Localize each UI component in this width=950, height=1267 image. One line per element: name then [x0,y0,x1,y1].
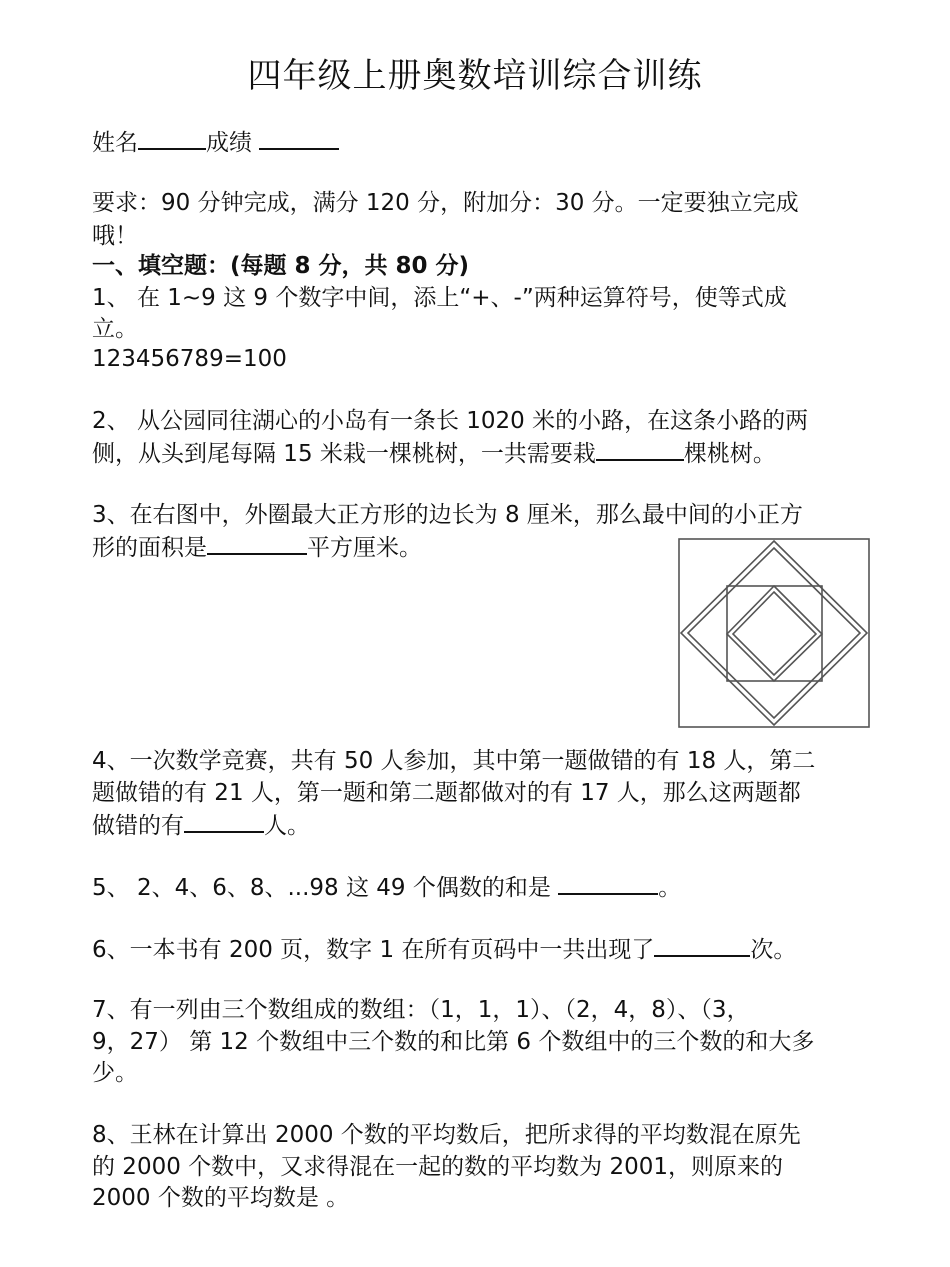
q6-text-pre: 6、一本书有 200 页，数字 1 在所有页码中一共出现了 [92,937,655,963]
q2-text-pre: 侧，从头到尾每隔 15 米栽一棵桃树，一共需要栽 [92,441,596,467]
q3-line-1: 3、在右图中，外圈最大正方形的边长为 8 厘米，那么最中间的小正方 [92,502,803,528]
q2-line-2 [92,437,776,471]
q4-line-1: 4、一次数学竞赛，共有 50 人参加，其中第一题做错的有 18 人，第二 [92,748,816,774]
q3-answer-blank[interactable] [207,531,307,555]
inner-diamond [727,586,822,681]
q8-line-3: 2000 个数的平均数是 。 [92,1185,350,1211]
q8-line-2: 的 2000 个数中，又求得混在一起的数的平均数为 2001，则原来的 [92,1154,783,1180]
q2-answer-blank[interactable] [596,437,684,461]
q3-text-post: 平方厘米。 [307,535,422,561]
q4-answer-blank[interactable] [184,809,264,833]
q4-line-3 [92,809,310,843]
q6-text-post: 次。 [750,937,797,963]
q4-text-post: 人。 [264,813,310,839]
q1-line-2: 立。 [92,316,138,342]
q1-equation: 123456789=100 [92,346,287,372]
inner-diamond-inner-edge [733,592,816,675]
q5-text-pre: 5、 2、4、6、8、...98 这 49 个偶数的和是 [92,875,559,901]
name-blank[interactable] [138,126,206,150]
q6-line [92,933,796,967]
score-label: 成绩 [206,130,252,156]
q3-text-pre: 形的面积是 [92,535,207,561]
nested-squares-figure [678,538,870,728]
q7-line-1: 7、有一列由三个数组成的数组：（1，1，1）、（2，4，8）、（3， [92,997,750,1023]
outer-diamond-inner-edge [688,548,860,718]
q8-line-1: 8、王林在计算出 2000 个数的平均数后，把所求得的平均数混在原先 [92,1122,801,1148]
student-info-line [92,126,339,160]
q3-line-2 [92,531,422,565]
requirement-line-1: 要求：90 分钟完成，满分 120 分，附加分：30 分。一定要独立完成 [92,190,799,216]
name-label: 姓名 [92,130,138,156]
q4-text-pre: 做错的有 [92,813,184,839]
middle-square [727,586,822,681]
outer-square [679,539,869,727]
score-blank[interactable] [259,126,339,150]
q1-line-1: 1、 在 1~9 这 9 个数字中间，添上“+、-”两种运算符号，使等式成 [92,285,787,311]
q5-line [92,871,681,905]
section-heading: 一、填空题：(每题 8 分，共 80 分) [92,253,470,279]
q6-answer-blank[interactable] [654,933,750,957]
requirement-line-2: 哦！ [92,223,138,249]
page-title: 四年级上册奥数培训综合训练 [247,56,703,96]
q2-line-1: 2、 从公园同往湖心的小岛有一条长 1020 米的小路，在这条小路的两 [92,408,809,434]
q2-text-post: 棵桃树。 [683,441,776,467]
q7-line-2: 9，27） 第 12 个数组中三个数的和比第 6 个数组中的三个数的和大多 [92,1029,815,1055]
q5-text-post: 。 [658,875,682,901]
q5-answer-blank[interactable] [558,871,658,895]
q4-line-2: 题做错的有 21 人，第一题和第二题都做对的有 17 人，那么这两题都 [92,780,801,806]
outer-diamond [681,541,867,725]
q7-line-3: 少。 [92,1060,138,1086]
